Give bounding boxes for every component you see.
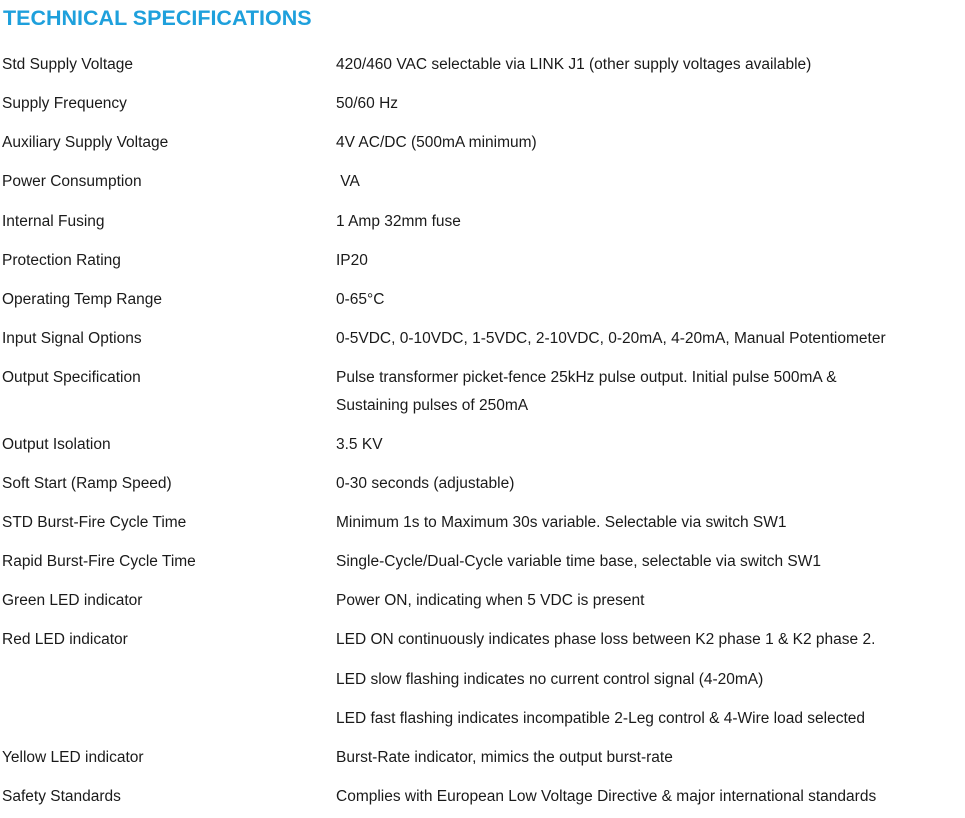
spec-label: Power Consumption — [2, 173, 142, 190]
spec-label: Red LED indicator — [2, 631, 128, 648]
spec-value — [336, 208, 961, 236]
spec-label: Rapid Burst-Fire Cycle Time — [2, 553, 196, 570]
spec-value-line: 3.5 KV — [336, 436, 383, 453]
spec-value-line: 0-30 seconds (adjustable) — [336, 475, 515, 492]
spec-value-line: 0-65°C — [336, 291, 385, 308]
spec-label: Auxiliary Supply Voltage — [2, 134, 169, 151]
spec-label: Operating Temp Range — [2, 291, 162, 308]
spec-value-line: LED fast flashing indicates incompatible 2-Leg control & 4-Wire load selected — [336, 710, 865, 727]
spec-label: Yellow LED indicator — [2, 749, 144, 766]
spec-value-line: 1 Amp 32mm fuse — [336, 213, 461, 230]
spec-value — [336, 286, 961, 314]
spec-value — [336, 626, 961, 654]
spec-value-line: Power ON, indicating when 5 VDC is present — [336, 592, 645, 609]
spec-value — [336, 509, 961, 537]
spec-value — [336, 666, 961, 694]
spec-value — [336, 470, 961, 498]
spec-value — [336, 168, 961, 196]
spec-value — [336, 51, 961, 79]
spec-value — [336, 247, 961, 275]
spec-value-line: Complies with European Low Voltage Directive & major international standards — [336, 788, 877, 805]
spec-label: STD Burst-Fire Cycle Time — [2, 514, 187, 531]
spec-value — [336, 431, 961, 459]
spec-value-line: LED ON continuously indicates phase loss between K2 phase 1 & K2 phase 2. — [336, 631, 876, 648]
spec-label: Internal Fusing — [2, 213, 105, 230]
page-title: TECHNICAL SPECIFICATIONS — [3, 6, 312, 30]
spec-label: Green LED indicator — [2, 592, 143, 609]
spec-value-line: 0-5VDC, 0-10VDC, 1-5VDC, 2-10VDC, 0-20mA, 4-20mA, Manual Potentiometer — [336, 330, 886, 347]
spec-value — [336, 548, 961, 576]
spec-value — [336, 705, 961, 733]
spec-value — [336, 744, 961, 772]
spec-value — [336, 325, 961, 353]
spec-label: Input Signal Options — [2, 330, 142, 347]
spec-value-line: 420/460 VAC selectable via LINK J1 (other supply voltages available) — [336, 56, 812, 73]
spec-value-line: Single-Cycle/Dual-Cycle variable time base, selectable via switch SW1 — [336, 553, 821, 570]
spec-value-line: IP20 — [336, 252, 368, 269]
spec-value-line: 50/60 Hz — [336, 95, 399, 112]
spec-value-line: VA — [336, 173, 360, 190]
spec-value — [336, 129, 961, 157]
spec-label: Output Isolation — [2, 436, 111, 453]
spec-value — [336, 783, 961, 811]
spec-label: Supply Frequency — [2, 95, 127, 112]
spec-label: Soft Start (Ramp Speed) — [2, 475, 172, 492]
spec-value-line: Sustaining pulses of 250mA — [336, 397, 529, 414]
spec-value-line: 4V AC/DC (500mA minimum) — [336, 134, 537, 151]
spec-label: Output Specification — [2, 369, 141, 386]
spec-value-line: Pulse transformer picket-fence 25kHz pulse output. Initial pulse 500mA & — [336, 369, 837, 386]
spec-value — [336, 587, 961, 615]
spec-label: Std Supply Voltage — [2, 56, 133, 73]
spec-label: Safety Standards — [2, 788, 121, 805]
spec-value — [336, 90, 961, 118]
spec-value-line: Minimum 1s to Maximum 30s variable. Selectable via switch SW1 — [336, 514, 787, 531]
spec-value-line: LED slow flashing indicates no current control signal (4-20mA) — [336, 671, 764, 688]
spec-value-line: Burst-Rate indicator, mimics the output burst-rate — [336, 749, 673, 766]
spec-value — [336, 364, 961, 420]
spec-label: Protection Rating — [2, 252, 121, 269]
